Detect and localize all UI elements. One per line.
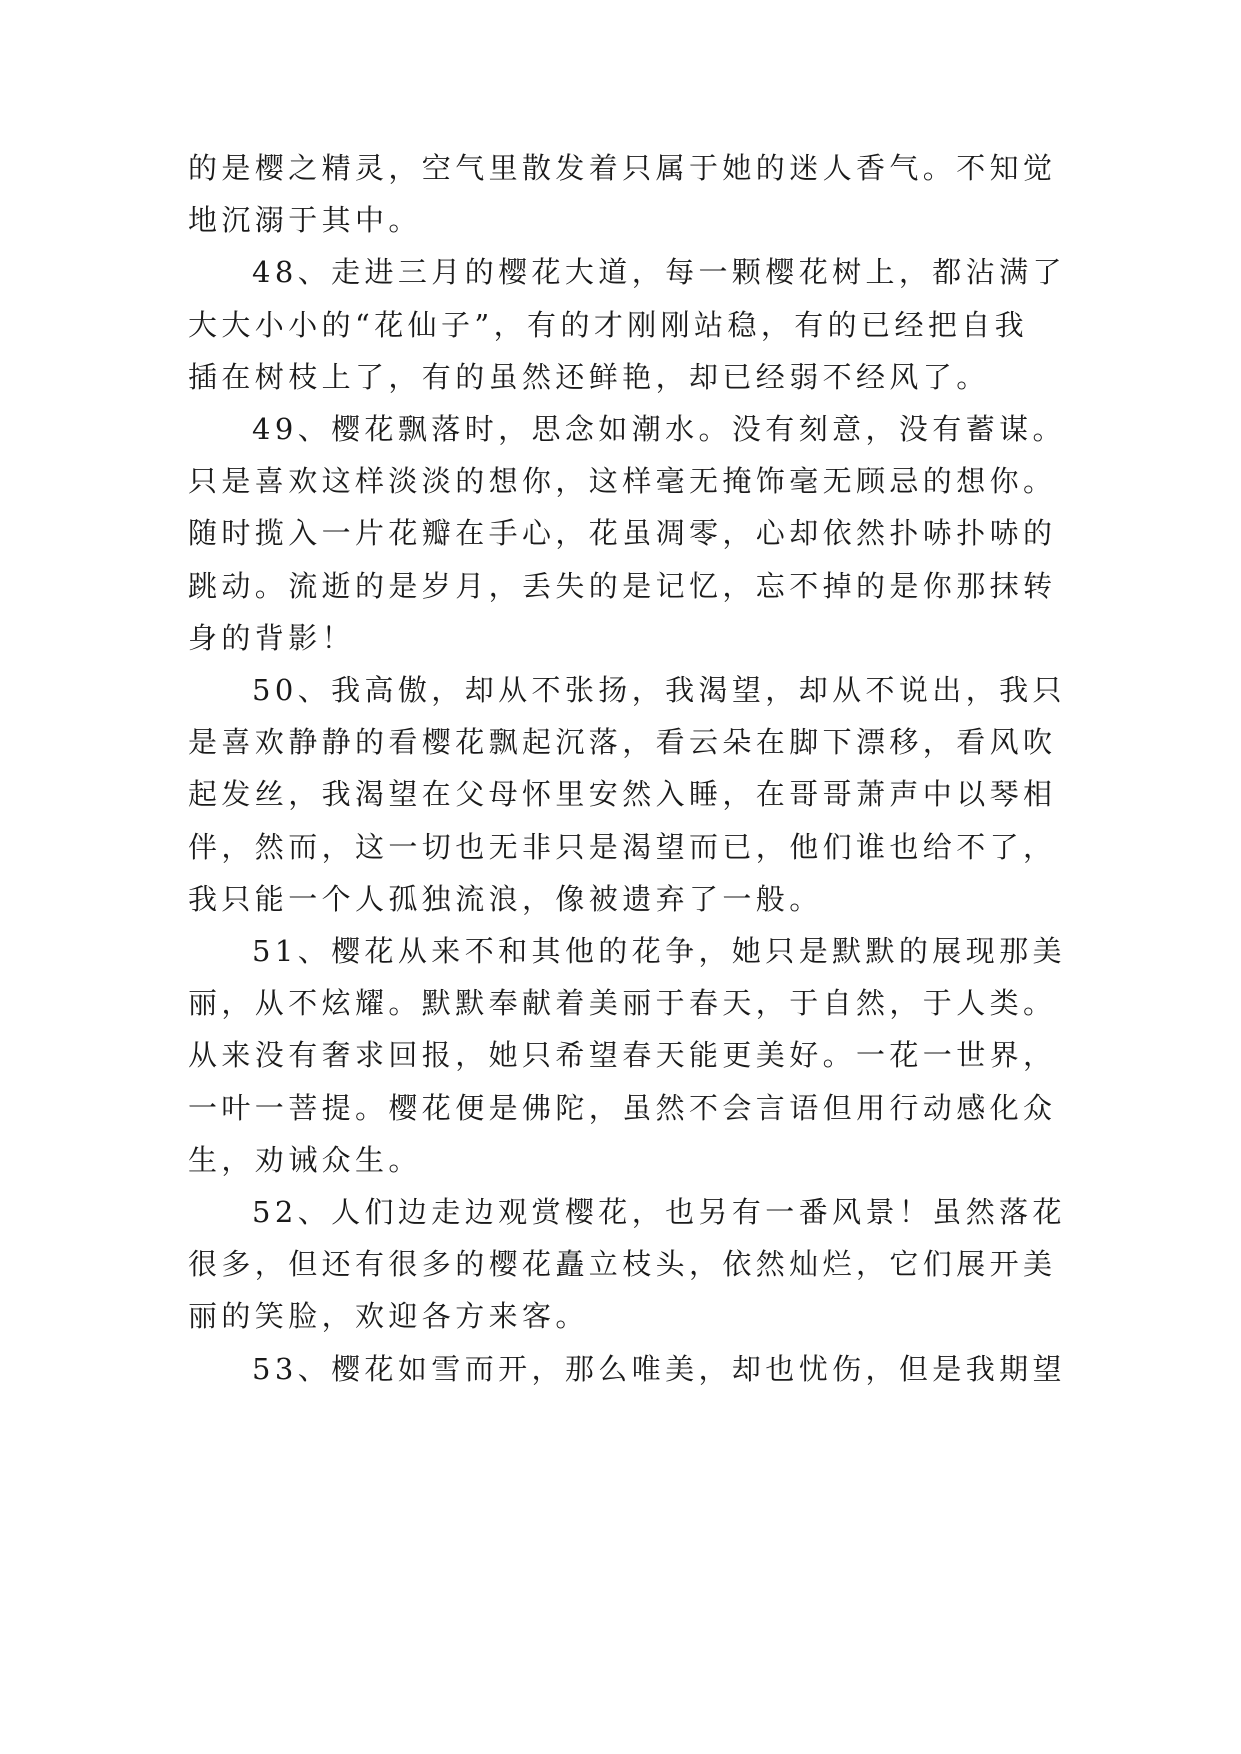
text-line: 很多，但还有很多的樱花矗立枝头，依然灿烂，它们展开美 <box>188 1247 1057 1281</box>
text-line: 49、樱花飘落时，思念如潮水。没有刻意，没有蓄谋。 <box>252 412 1066 446</box>
text-line: 50、我高傲，却从不张扬，我渴望，却从不说出，我只 <box>252 673 1066 707</box>
text-line: 生，劝诫众生。 <box>188 1143 422 1177</box>
text-line: 只是喜欢这样淡淡的想你，这样毫无掩饰毫无顾忌的想你。 <box>188 464 1057 498</box>
text-line: 跳动。流逝的是岁月，丢失的是记忆，忘不掉的是你那抹转 <box>188 569 1057 603</box>
text-line: 我只能一个人孤独流浪，像被遗弃了一般。 <box>188 882 823 916</box>
text-line: 是喜欢静静的看樱花飘起沉落，看云朵在脚下漂移，看风吹 <box>188 725 1057 759</box>
text-line: 48、走进三月的樱花大道，每一颗樱花树上，都沾满了 <box>252 255 1066 289</box>
text-line: 一叶一菩提。樱花便是佛陀，虽然不会言语但用行动感化众 <box>188 1091 1057 1125</box>
text-line: 51、樱花从来不和其他的花争，她只是默默的展现那美 <box>252 934 1066 968</box>
text-line: 伴，然而，这一切也无非只是渴望而已，他们谁也给不了， <box>188 830 1057 864</box>
text-line: 52、人们边走边观赏樱花，也另有一番风景！虽然落花 <box>252 1195 1066 1229</box>
text-line: 从来没有奢求回报，她只希望春天能更美好。一花一世界， <box>188 1038 1057 1072</box>
text-line: 地沉溺于其中。 <box>188 203 422 237</box>
text-line: 大大小小的“花仙子”，有的才刚刚站稳，有的已经把自我 <box>188 308 1029 342</box>
text-line: 53、樱花如雪而开，那么唯美，却也忧伤，但是我期望 <box>252 1352 1066 1386</box>
text-line: 身的背影！ <box>188 621 356 655</box>
text-line: 丽的笑脸，欢迎各方来客。 <box>188 1299 589 1333</box>
text-line: 的是樱之精灵，空气里散发着只属于她的迷人香气。不知觉 <box>188 151 1057 185</box>
text-line: 随时揽入一片花瓣在手心，花虽凋零，心却依然扑哧扑哧的 <box>188 516 1057 550</box>
text-line: 起发丝，我渴望在父母怀里安然入睡，在哥哥萧声中以琴相 <box>188 777 1057 811</box>
text-line: 丽，从不炫耀。默默奉献着美丽于春天，于自然，于人类。 <box>188 986 1057 1020</box>
text-line: 插在树枝上了，有的虽然还鲜艳，却已经弱不经风了。 <box>188 360 990 394</box>
